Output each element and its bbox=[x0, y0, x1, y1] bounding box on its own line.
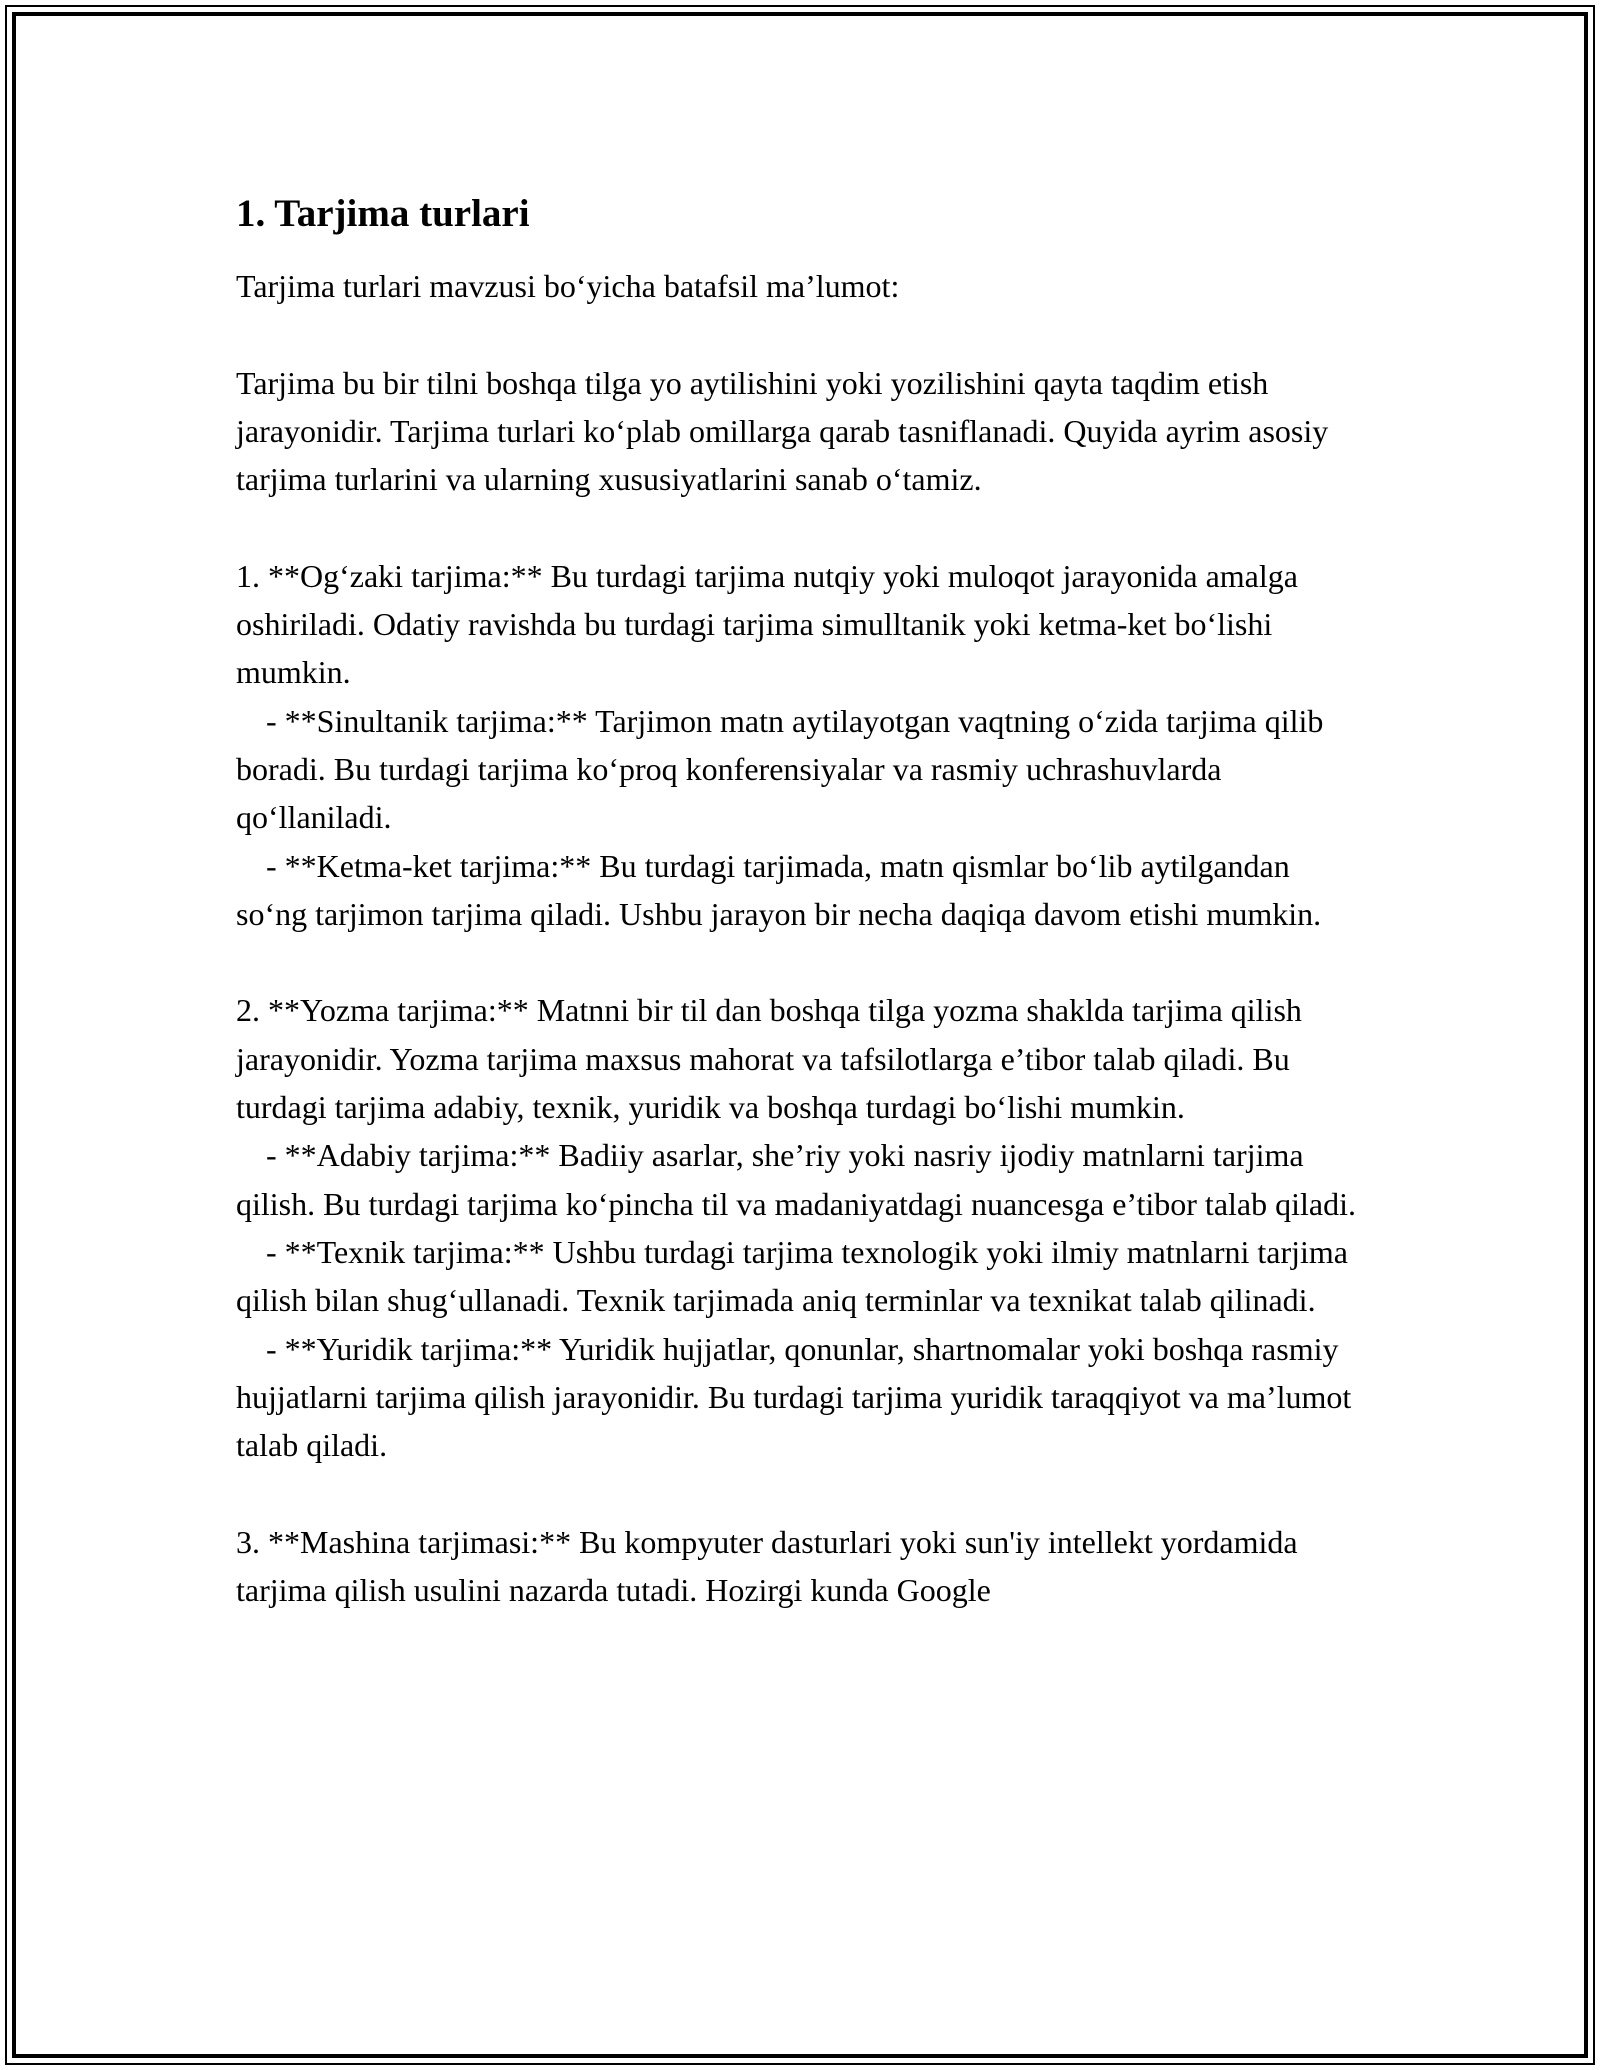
machine-translation-paragraph: 3. **Mashina tarjimasi:** Bu kompyuter dasturlari yoki sun'iy intellekt yordamida tarjima qilish usulini nazarda tutadi. Hozirgi kunda Google bbox=[236, 1523, 1306, 1609]
definition-paragraph: Tarjima bu bir tilni boshqa tilga yo aytilishini yoki yozilishini qayta taqdim etish jarayonidir. Tarjima turlari ko‘plab omillarga qarab tasniflanadi. Quyida ayrim asosiy tarjima turlarini va ularning xususiyatlarini sanab o‘tamiz. bbox=[236, 364, 1337, 498]
intro-paragraph: Tarjima turlari mavzusi bo‘yicha batafsil ma’lumot: bbox=[236, 268, 900, 304]
oral-translation-paragraph: 1. **Og‘zaki tarjima:** Bu turdagi tarjima nutqiy yoki muloqot jarayonida amalga oshiriladi. Odatiy ravishda bu turdagi tarjima simulltanik yoki ketma-ket bo‘lishi mumkin. bbox=[236, 557, 1306, 691]
consecutive-translation-item: - **Ketma-ket tarjima:** Bu turdagi tarjimada, matn qismlar bo‘lib aytilgandan so‘ng tarjimon tarjima qiladi. Ushbu jarayon bir necha daqiqa davom etishi mumkin. bbox=[236, 847, 1322, 932]
section-heading: 1. Tarjima turlari bbox=[236, 192, 530, 235]
legal-translation-item: - **Yuridik tarjima:** Yuridik hujjatlar, qonunlar, shartnomalar yoki boshqa rasmiy hujjatlarni tarjima qilish jarayonidir. Bu turdagi tarjima yuridik taraqqiyot va ma’lumot talab qiladi. bbox=[236, 1330, 1360, 1464]
document-body bbox=[236, 188, 1366, 1614]
literary-translation-item: - **Adabiy tarjima:** Badiiy asarlar, she’riy yoki nasriy ijodiy matnlarni tarjima qilish. Bu turdagi tarjima ko‘pincha til va madaniyatdagi nuancesga e’tibor talab qiladi. bbox=[236, 1137, 1356, 1222]
technical-translation-item: - **Texnik tarjima:** Ushbu turdagi tarjima texnologik yoki ilmiy matnlarni tarjima qilish bilan shug‘ullanadi. Texnik tarjimada aniq terminlar va texnikat talab qilinadi. bbox=[236, 1233, 1356, 1319]
simultaneous-translation-item: - **Sinultanik tarjima:** Tarjimon matn aytilayotgan vaqtning o‘zida tarjima qilib boradi. Bu turdagi tarjima ko‘proq konferensiyalar va rasmiy uchrashuvlarda qo‘llaniladi. bbox=[236, 702, 1332, 836]
written-translation-paragraph: 2. **Yozma tarjima:** Matnni bir til dan boshqa tilga yozma shaklda tarjima qilish jarayonidir. Yozma tarjima maxsus mahorat va tafsilotlarga e’tibor talab qiladi. Bu turdagi tarjima adabiy, texnik, yuridik va boshqa turdagi bo‘lishi mumkin. bbox=[236, 992, 1310, 1126]
